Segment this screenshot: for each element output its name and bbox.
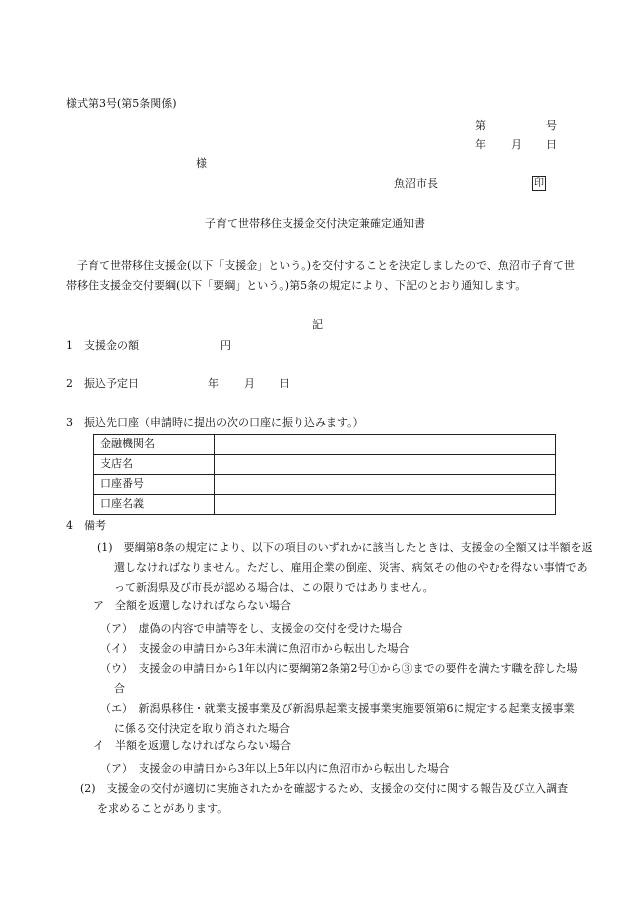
date-day: 日 [546, 138, 557, 151]
account-number-value [215, 475, 556, 495]
item2-day: 日 [279, 377, 290, 390]
item2-month: 月 [244, 377, 255, 390]
table-row [94, 435, 556, 455]
account-table [93, 434, 556, 515]
table-row [94, 495, 556, 515]
account-branch-value [215, 455, 556, 475]
date-year: 年 [475, 138, 486, 151]
form-number: 様式第3号(第5条関係) [66, 97, 177, 110]
note-i-heading: イ 半額を返還しなければならない場合 [93, 739, 291, 752]
recipient-suffix: 様 [196, 157, 207, 170]
account-holder-value [215, 495, 556, 515]
note-a-item-3: （ウ） 支援金の申請日から1年以内に要綱第2条第2号①から③までの要件を満たす職を辞した場合 [100, 662, 578, 695]
document-title: 子育て世帯移住支援金交付決定兼確定通知書 [205, 217, 425, 230]
table-row [94, 475, 556, 495]
seal-text: 印 [534, 178, 544, 189]
note-a-item-1: （ア） 虚偽の内容で申請等をし、支援金の交付を受けた場合 [100, 622, 403, 635]
intro-paragraph: 子育て世帯移住支援金(以下「支援金」という。)を交付することを決定しましたので、魚沼市子育て世帯移住支援金交付要綱(以下「要綱」という。)第5条の規定により、下記のとおり通知します。 [66, 259, 575, 292]
item3-label: 3 振込先口座（申請時に提出の次の口座に振り込みます。） [66, 416, 364, 429]
note-1: (1) 要綱第8条の規定により、以下の項目のいずれかに該当したときは、支援金の全額又は半額を返還しなければなりません。ただし、雇用企業の倒産、災害、病気その他のやむを得ない事情であって新潟県及び市長が認める場合は、この限りではありません。 [97, 541, 593, 594]
note-a-item-2: （イ） 支援金の申請日から3年未満に魚沼市から転出した場合 [100, 642, 410, 655]
seal-mark [532, 176, 546, 191]
account-bank-value [215, 435, 556, 455]
item1-unit: 円 [220, 339, 231, 352]
table-row [94, 455, 556, 475]
note-i-item-1: （ア） 支援金の申請日から3年以上5年以内に魚沼市から転出した場合 [100, 762, 450, 775]
item2-label: 2 振込予定日 [66, 377, 139, 390]
note-a-item-4: （エ） 新潟県移住・就業支援事業及び新潟県起業支援事業実施要領第6に規定する起業支援事業に係る交付決定を取り消された場合 [100, 702, 575, 735]
note-a-heading: ア 全額を返還しなければならない場合 [93, 599, 291, 612]
ki-heading: 記 [312, 318, 323, 331]
account-number-label: 口座番号 [94, 475, 215, 495]
item4-label: 4 備考 [66, 519, 106, 532]
account-bank-label: 金融機関名 [94, 435, 215, 455]
item2-year: 年 [208, 377, 219, 390]
item1-label: 1 支援金の額 [66, 339, 139, 352]
doc-number-prefix: 第 [475, 119, 486, 132]
doc-number-suffix: 号 [546, 119, 557, 132]
date-month: 月 [511, 138, 522, 151]
note-2: (2) 支援金の交付が適切に実施されたかを確認するため、支援金の交付に関する報告及び立入調査を求めることがあります。 [80, 782, 569, 815]
account-holder-label: 口座名義 [94, 495, 215, 515]
account-branch-label: 支店名 [94, 455, 215, 475]
issuer: 魚沼市長 [394, 177, 438, 190]
